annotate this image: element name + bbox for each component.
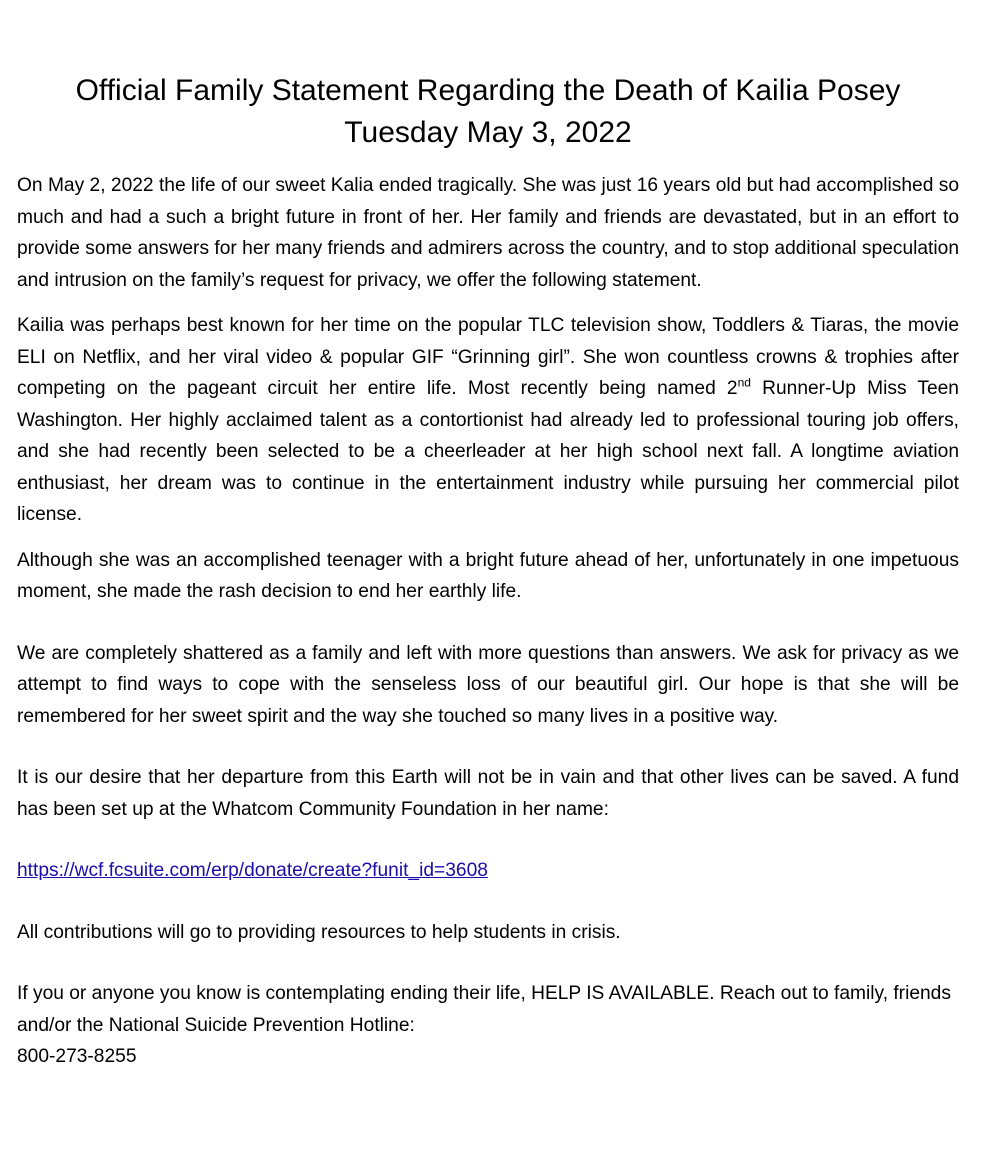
- paragraph-contributions: All contributions will go to providing resources to help students in crisis.: [17, 921, 621, 943]
- paragraph-privacy: We are completely shattered as a family and left with more questions than answers. We ask for privacy as we attempt to find ways to cope with the senseless loss of our beautiful girl. Our hope is that she will be remembered for her sweet spirit and the way she touched so many lives in a positive way.: [17, 642, 959, 727]
- paragraph-fund: It is our desire that her departure from this Earth will not be in vain and that other lives can be saved. A fund has been set up at the Whatcom Community Foundation in her name:: [17, 767, 959, 820]
- paragraph-biography: [17, 310, 959, 531]
- hotline-number: 800-273-8255: [17, 1046, 137, 1067]
- statement-title: [17, 70, 959, 154]
- help-text: If you or anyone you know is contemplating ending their life, HELP IS AVAILABLE. Reach out to family, friends and/or the National Suicide Prevention Hotline:: [17, 983, 951, 1036]
- donation-link[interactable]: https://wcf.fcsuite.com/erp/donate/create?funit_id=3608: [17, 860, 488, 881]
- title-line-2-date: Tuesday May 3, 2022: [344, 116, 632, 149]
- title-line-1: Official Family Statement Regarding the Death of Kailia Posey: [75, 74, 901, 107]
- paragraph-help: [17, 978, 959, 1073]
- biography-text-start: Kailia was perhaps best known for her time on the popular TLC television show, Toddlers & Tiaras, the movie ELI on Netflix, and her viral video & popular GIF “Grinning girl”. She won countless crowns & trophies after competing on the pageant circuit her entire life. Most recently being named 2: [17, 315, 959, 399]
- paragraph-circumstances: Although she was an accomplished teenager with a bright future ahead of her, unfortunately in one impetuous moment, she made the rash decision to end her earthly life.: [17, 549, 959, 602]
- paragraph-intro: On May 2, 2022 the life of our sweet Kalia ended tragically. She was just 16 years old but had accomplished so much and had a such a bright future in front of her. Her family and friends are devastated, but in an effort to provide some answers for her many friends and admirers across the country, and to stop additional speculation and intrusion on the family’s request for privacy, we offer the following statement.: [17, 175, 959, 291]
- biography-text-end: Runner-Up Miss Teen Washington. Her highly acclaimed talent as a contortionist had already led to professional touring job offers, and she had recently been selected to be a cheerleader at her high school next fall. A longtime aviation enthusiast, her dream was to continue in the entertainment industry while pursuing her commercial pilot license.: [17, 378, 959, 525]
- ordinal-suffix: nd: [737, 375, 751, 390]
- paragraph-link: [17, 855, 959, 887]
